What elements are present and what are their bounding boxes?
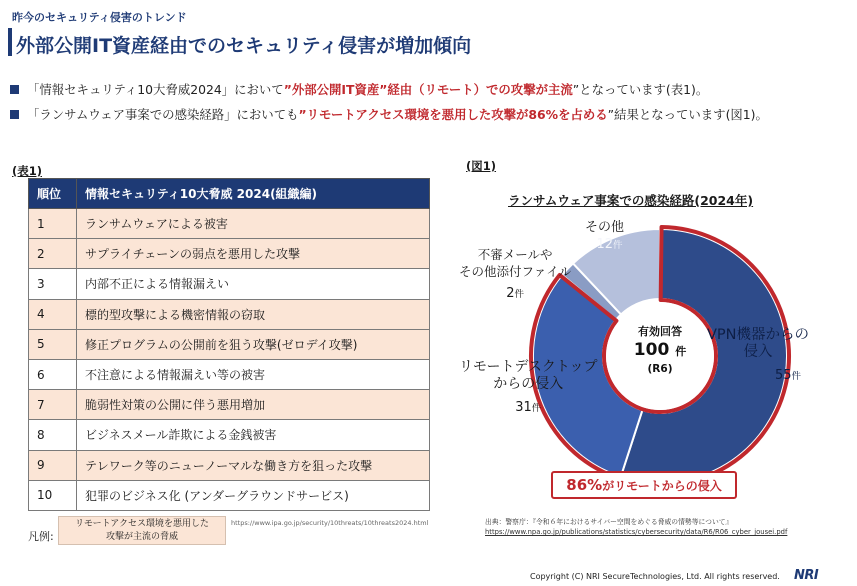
slice-label-vpn-line1: VPN機器からの	[707, 327, 810, 343]
slice-label-mail-line1: 不審メールや	[477, 247, 553, 262]
table-cell-rank: 10	[29, 480, 77, 510]
section-subtitle: 昨今のセキュリティ侵害のトレンド	[12, 11, 187, 24]
slice-label-rdp-line1: リモートデスクトップ	[459, 359, 598, 375]
donut-center-text	[600, 323, 720, 375]
slice-label-other	[585, 219, 624, 254]
table-cell-rank: 4	[29, 299, 77, 329]
table-cell-rank: 5	[29, 329, 77, 359]
slice-label-mail-line2: その他添付ファイル	[459, 264, 572, 279]
bullet-2-post: ”結果となっています(図1)。	[607, 107, 768, 122]
table-header-rank: 順位	[29, 179, 77, 209]
figure-source-url[interactable]: https://www.npa.go.jp/publications/statistics/cybersecurity/data/R6/R06_cyber_jousei.pdf	[485, 528, 788, 536]
table-cell-rank: 9	[29, 450, 77, 480]
bullet-1-pre: 「情報セキュリティ10大脅威2024」において	[27, 82, 284, 97]
copyright: Copyright (C) NRI SecureTechnologies, Ltd. All rights reserved.	[530, 572, 780, 581]
slice-unit-vpn: 件	[791, 371, 802, 382]
table-cell-rank: 1	[29, 209, 77, 239]
slice-label-mail	[459, 246, 571, 303]
center-label: 有効回答	[638, 325, 682, 338]
center-total: 100	[633, 340, 670, 360]
nri-logo: NRI	[794, 568, 819, 583]
callout-text: がリモートからの侵入	[602, 479, 722, 493]
table-cell-rank: 6	[29, 359, 77, 389]
table-header-threat: 情報セキュリティ10大脅威 2024(組織編)	[77, 179, 430, 209]
slice-label-vpn-line2: 侵入	[743, 344, 773, 360]
chart-title: ランサムウェア事案での感染経路(2024年)	[508, 193, 754, 208]
table-cell-threat: 犯罪のビジネス化 (アンダーグラウンドサービス)	[77, 480, 430, 510]
slice-count-other: 12	[596, 237, 614, 252]
table-cell-threat: 標的型攻撃による機密情報の窃取	[77, 299, 430, 329]
table-cell-threat: 不注意による情報漏えい等の被害	[77, 359, 430, 389]
slice-label-vpn	[707, 327, 809, 385]
table-cell-threat: 内部不正による情報漏えい	[77, 269, 430, 299]
figure-label: (図1)	[466, 159, 497, 173]
bullet-2-emphasis: ”リモートアクセス環境を悪用した攻撃が86%を占める	[298, 107, 608, 122]
table-cell-rank: 3	[29, 269, 77, 299]
slice-count-vpn: 55	[774, 368, 792, 383]
slice-count-rdp: 31	[515, 400, 532, 415]
callout-percent: 86%	[566, 476, 603, 494]
slice-label-other-text: その他	[585, 220, 625, 235]
bullet-1-emphasis: ”外部公開IT資産”経由（リモート）での攻撃が主流	[283, 82, 573, 97]
table-source-url[interactable]: https://www.ipa.go.jp/security/10threats/10threats2024.html	[231, 519, 429, 527]
slice-unit-rdp: 件	[531, 403, 542, 414]
table-cell-rank: 8	[29, 420, 77, 450]
table-cell-rank: 7	[29, 390, 77, 420]
slice-label-rdp-line2: からの侵入	[493, 376, 564, 392]
table-cell-threat: 修正プログラムの公開前を狙う攻撃(ゼロデイ攻撃)	[77, 329, 430, 359]
bullet-2-pre: 「ランサムウェア事案での感染経路」においても	[27, 107, 299, 122]
slice-unit-mail: 件	[514, 289, 525, 300]
slice-count-mail: 2	[506, 286, 515, 301]
table-cell-threat: サプライチェーンの弱点を悪用した攻撃	[77, 239, 430, 269]
table-cell-threat: テレワーク等のニューノーマルな働き方を狙った攻撃	[77, 450, 430, 480]
figure-source	[485, 517, 787, 537]
page-title: 外部公開IT資産経由でのセキュリティ侵害が増加傾向	[16, 35, 472, 57]
bullet-1-post: ”となっています(表1)。	[572, 82, 709, 97]
center-unit: 件	[675, 345, 687, 358]
table-cell-threat: ビジネスメール詐欺による金銭被害	[77, 420, 430, 450]
slice-label-rdp	[459, 359, 597, 417]
figure-source-text: 出典：警察庁：『令和６年におけるサイバー空間をめぐる脅威の情勢等について』	[485, 518, 733, 526]
center-period: (R6)	[647, 363, 673, 375]
legend-text-line1: リモートアクセス環境を悪用した	[74, 519, 210, 529]
table-cell-threat: ランサムウェアによる被害	[77, 209, 430, 239]
table-cell-threat: 脆弱性対策の公開に伴う悪用増加	[77, 390, 430, 420]
table-cell-rank: 2	[29, 239, 77, 269]
slice-unit-other: 件	[613, 240, 623, 251]
legend-text-line2: 攻撃が主流の脅威	[105, 532, 178, 542]
table-label: (表1)	[12, 164, 43, 178]
remote-share-callout	[551, 471, 737, 499]
legend-label: 凡例:	[28, 530, 54, 543]
